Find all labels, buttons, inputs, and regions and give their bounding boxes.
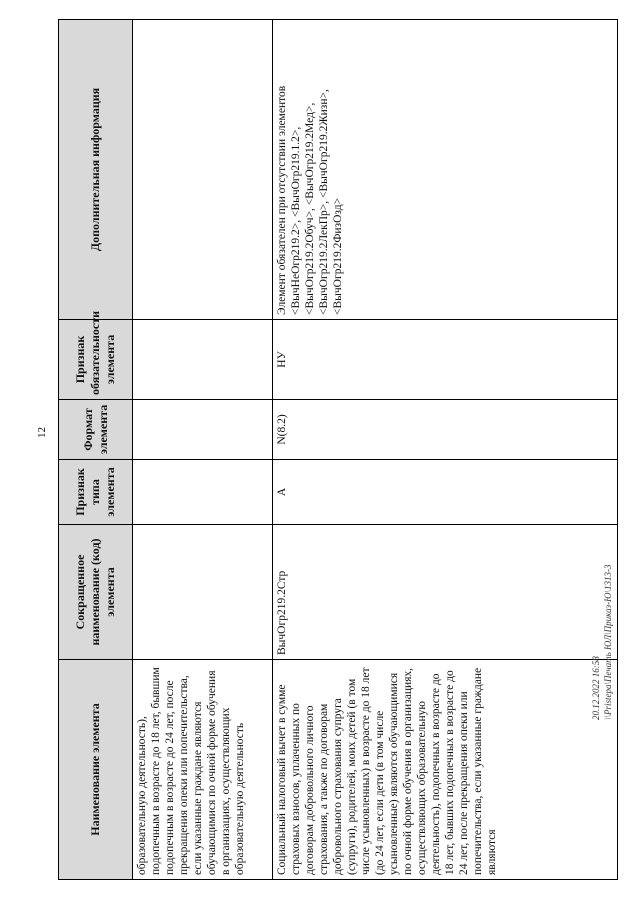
cell-code: [133, 525, 273, 660]
cell-code: ВычОгр219.2Стр: [273, 525, 618, 660]
header-element-required: Признак обязательности элемента: [59, 320, 133, 400]
cell-format: [133, 400, 273, 460]
footer-timestamp: 20.12.2022 16:58: [591, 656, 601, 720]
header-element-name: Наименование элемента: [59, 660, 133, 880]
cell-type: [133, 460, 273, 525]
print-footer: [590, 565, 614, 720]
table-row: [133, 20, 273, 880]
cell-name: Социальный налоговый вычет в сумме страховых взносов, уплаченных по договорам добровольного личного страхования, а также по договорам добровольного страхования супруга (супруги), родителей, моих детей (в том числе усыновленных) в возрасте до 18 лет (до 24 лет, если дети (в том числе усыновленные) являются обучающимися по очной форме обучения в организациях, осуществляющих образовательную деятельность), подопечных в возрасте до 18 лет, бывших подопечных в возрасте до 24 лет, после прекращения опеки или попечительства, если указанные граждане являются: [273, 660, 618, 880]
cell-type: А: [273, 460, 618, 525]
page-number: 12: [36, 427, 48, 438]
header-element-format: Формат элемента: [59, 400, 133, 460]
header-element-code: Сокращенное наименование (код) элемента: [59, 525, 133, 660]
table-header-row: [59, 20, 133, 880]
cell-required: [133, 320, 273, 400]
cell-format: N(8.2): [273, 400, 618, 460]
cell-info: [133, 20, 273, 320]
footer-path: \\Pristepa\Печать ЮЛ\Приказ-Ю\1313-3: [603, 564, 613, 720]
cell-required: НУ: [273, 320, 618, 400]
cell-info: Элемент обязателен при отсутствии элементов <ВычНеОгр219.2>, <ВычОгр219.1.2>, <ВычОгр219.2Обуч>, <ВычОгр219.2Мед>, <ВычОгр219.2ЛекПр>, <ВычОгр219.2Жизн>, <ВычОгр219.2ФизОзд>: [273, 20, 618, 320]
header-element-type: Признак типа элемента: [59, 460, 133, 525]
elements-table: [58, 19, 618, 880]
rotated-table-container: [58, 20, 618, 880]
table-row: [273, 20, 618, 880]
cell-name: образовательную деятельность), подопечным в возрасте до 18 лет, бывшим подопечным в возрасте до 24 лет, после прекращения опеки или попечительства, если указанные граждане являются обучающимися по очной форме обучения в организациях, осуществляющих образовательную деятельность: [133, 660, 273, 880]
header-element-info: Дополнительная информация: [59, 20, 133, 320]
